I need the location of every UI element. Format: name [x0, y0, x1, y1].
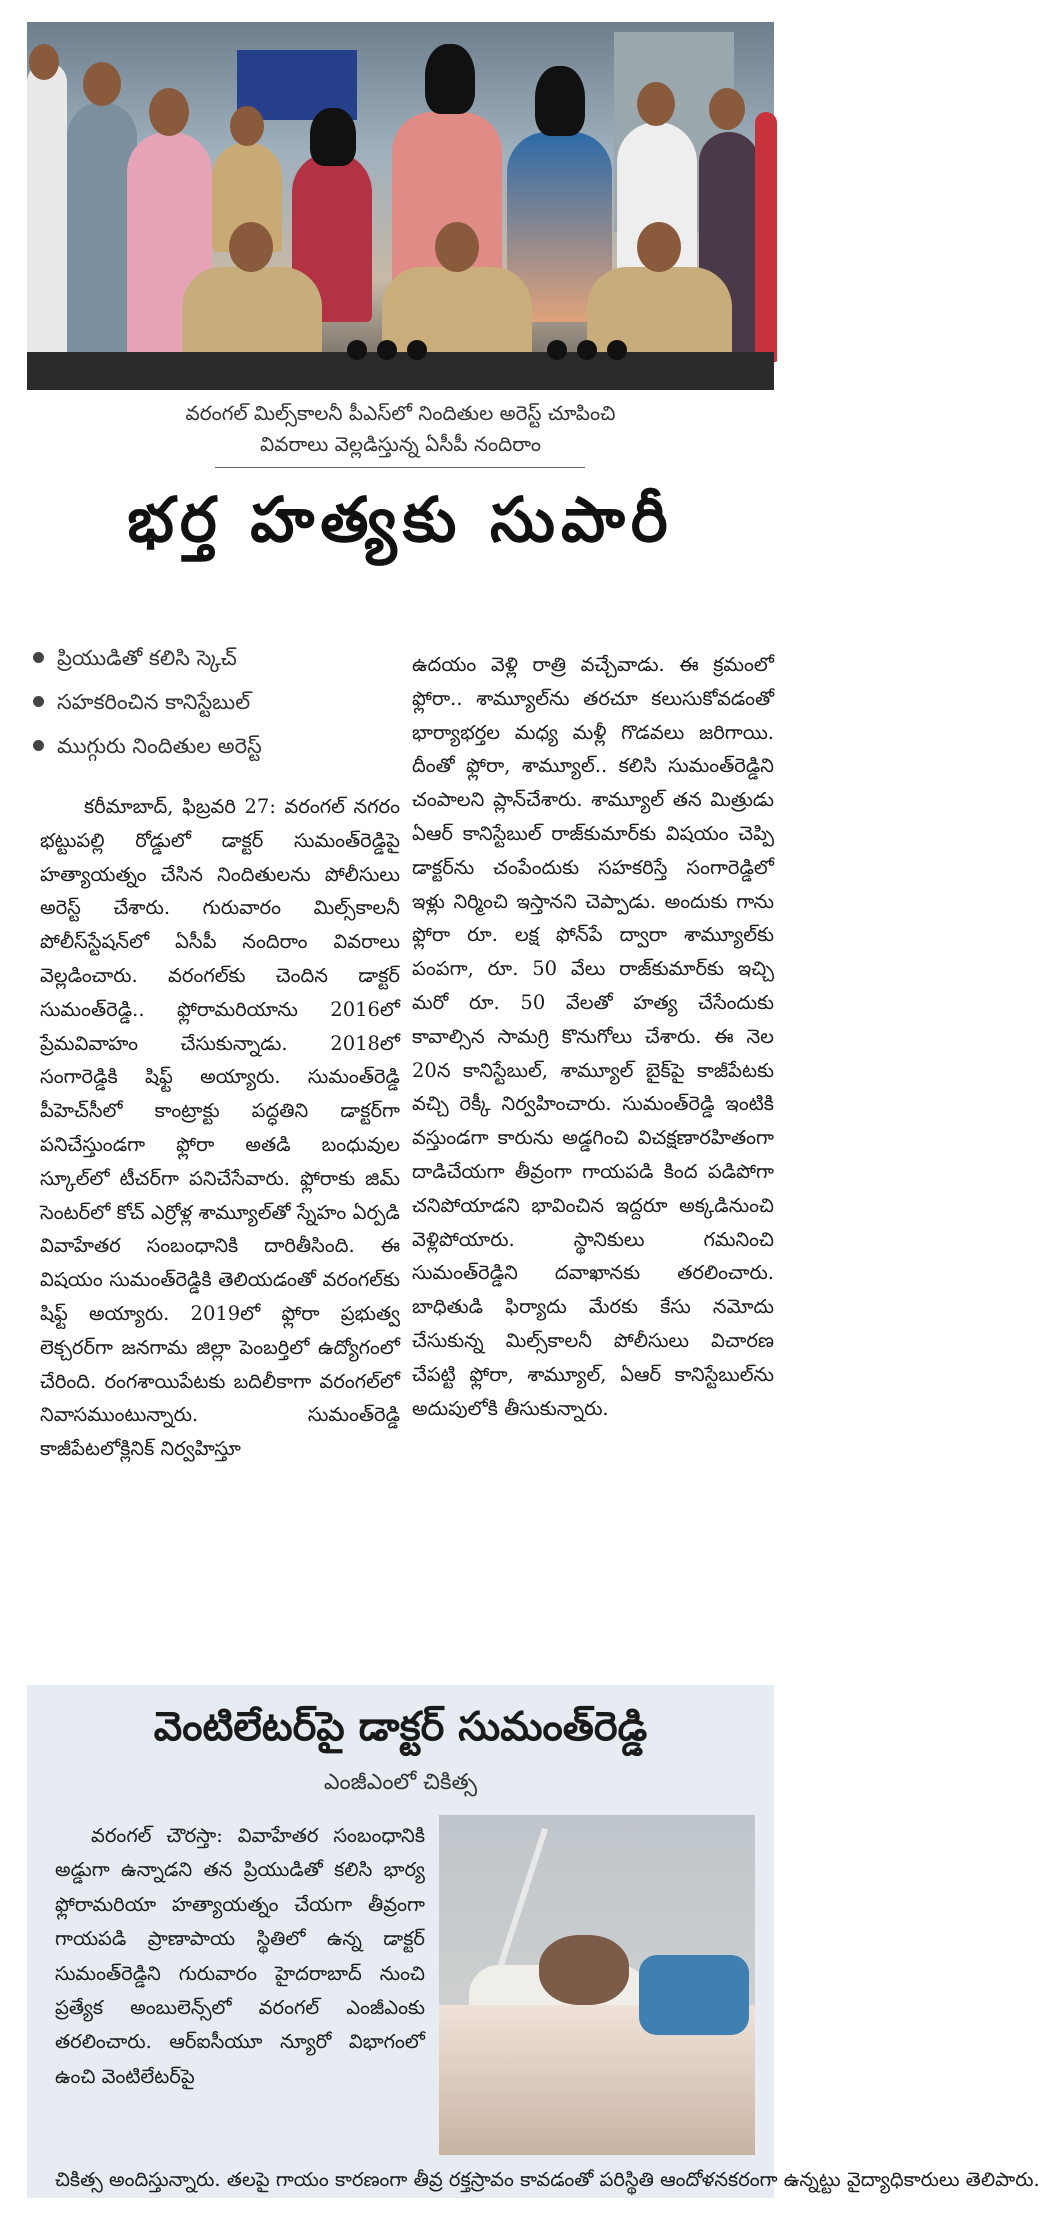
sidebar-story-body-continued: చికిత్స అందిస్తున్నారు. తలపై గాయం కారణంగా తీవ్ర రక్తస్రావం కావడంతో పరిస్థితి ఆందోళనకరంగా ఉన్నట్టు వైద్యాధికారులు తెలిపారు. — [55, 2168, 1040, 2191]
headline: భర్త హత్యకు సుపారీ — [127, 483, 674, 556]
press-table — [27, 352, 774, 390]
photo-caption-line-2: వివరాలు వెల్లడిస్తున్న ఏసీపీ నందిరాం — [260, 432, 541, 456]
highlights-list — [27, 636, 397, 768]
person-head — [29, 44, 59, 80]
person-head — [637, 82, 675, 126]
sidebar-story-body: వరంగల్ చౌరస్తా: వివాహేతర సంబంధానికి అడ్డుగా ఉన్నాడని తన ప్రియుడితో కలిసి భార్య ఫ్లోరామరియా హత్యాయత్నం చేయగా తీవ్రంగా గాయపడి ప్రాణాపాయ స్థితిలో ఉన్న డాక్టర్ సుమంత్‌రెడ్డిని గురువారం హైదరాబాద్ నుంచి ప్రత్యేక అంబులెన్స్‌లో వరంగల్ ఎంజీఎంకు తరలించారు. ఆర్‌ఐసీయూ న్యూరో విభాగంలో ఉంచి వెంటిలేటర్‌పై — [55, 1824, 425, 2088]
sidebar-story — [27, 1685, 1040, 2198]
person-head — [149, 88, 189, 136]
press-conference-photo — [27, 22, 774, 390]
highlight-text: ముగ్గురు నిందితుల అరెస్ట్ — [57, 734, 262, 758]
microphone — [347, 340, 367, 360]
bullet-icon — [33, 652, 44, 663]
article-body-left: కరీమాబాద్, ఫిబ్రవరి 27: వరంగల్ నగరం భట్టుపల్లి రోడ్డులో డాక్టర్ సుమంత్‌రెడ్డిపై హత్యాయత్నం చేసిన నిందితులను పోలీసులు అరెస్ట్‌ చేశారు. గురువారం మిల్స్‌కాలనీ పోలీస్‌స్టేషన్‌లో ఏసీపీ నందిరాం వివరాలు వెల్లడించారు. వరంగల్‌కు చెందిన డాక్టర్ సుమంత్‌రెడ్డి.. ఫ్లోరామరియాను 2016లో ప్రేమవివాహం చేసుకున్నాడు. 2018లో సంగారెడ్డికి షిఫ్ట్ అయ్యారు. సుమంత్‌రెడ్డి పీహెచ్‌సీలో కాంట్రాక్టు పద్ధతిని డాక్టర్‌గా పనిచేస్తుండగా ఫ్లోరా అతడి బంధువుల స్కూల్‌లో టీచర్‌గా పనిచేసేవారు. ఫ్లోరాకు జిమ్ సెంటర్‌లో కోచ్ ఎర్రోళ్ల శామ్యూల్‌తో స్నేహం ఏర్పడి వివాహేతర సంబంధానికి దారితీసింది. ఈ విషయం సుమంత్‌రెడ్డికి తెలియడంతో వరంగల్‌కు షిఫ్ట్ అయ్యారు. 2019లో ఫ్లోరా ప్రభుత్వ లెక్చరర్‌గా జనగామ జిల్లా పెంబర్తిలో ఉద్యోగంలో చేరింది. రంగశాయిపేటకు బదిలీకాగా వరంగల్‌లో నివాసముంటున్నారు. సుమంత్‌రెడ్డి కాజీపేటలోక్లినిక్ నిర్వహిస్తూ — [40, 795, 400, 1461]
officer-head — [637, 222, 681, 272]
sidebar-story-subtitle: ఎంజీఎంలో చికిత్స — [323, 1770, 478, 1795]
ventilator-tube — [496, 1828, 548, 1973]
microphone — [607, 340, 627, 360]
caption-divider — [215, 467, 585, 468]
microphone — [577, 340, 597, 360]
standing-person — [755, 112, 777, 362]
covered-face — [535, 66, 585, 136]
photo-caption — [27, 398, 774, 460]
person-head — [230, 106, 264, 146]
officer-head — [229, 222, 273, 272]
highlight-text: సహకరించిన కానిస్టేబుల్ — [57, 690, 251, 714]
microphone — [377, 340, 397, 360]
standing-person — [27, 62, 67, 362]
covered-face — [310, 108, 356, 166]
sidebar-story-title: వెంటిలేటర్‌పై డాక్టర్ సుమంత్‌రెడ్డి — [153, 1703, 648, 1750]
microphone — [547, 340, 567, 360]
person-head — [83, 62, 121, 106]
highlight-item — [27, 724, 397, 768]
article-body-right: ఉదయం వెళ్లి రాత్రి వచ్చేవాడు. ఈ క్రమంలో ఫ్లోరా.. శామ్యూల్‌ను తరచూ కలుసుకోవడంతో భార్యాభర్తల మధ్య మళ్లీ గొడవలు జరిగాయి. దీంతో ఫ్లోరా, శామ్యూల్.. కలిసి సుమంత్‌రెడ్డిని చంపాలని ప్లాన్‌చేశారు. శామ్యూల్ తన మిత్రుడు ఏఆర్ కానిస్టేబుల్ రాజ్‌కుమార్‌కు విషయం చెప్పి డాక్టర్‌ను చంపేందుకు సహకరిస్తే సంగారెడ్డిలో ఇళ్లు నిర్మించి ఇస్తానని చెప్పాడు. అందుకు గాను ఫ్లోరా రూ. లక్ష ఫోన్‌పే ద్వారా శామ్యూల్‌కు పంపగా, రూ. 50 వేలు రాజ్‌కుమార్‌కు ఇచ్చి మరో రూ. 50 వేలతో హత్య చేసేందుకు కావాల్సిన సామగ్రి కొనుగోలు చేశారు. ఈ నెల 20న కానిస్టేబుల్, శామ్యూల్ బైక్‌పై కాజీపేటకు వచ్చి రెక్కీ నిర్వహించారు. సుమంత్‌రెడ్డి ఇంటికి వస్తుండగా కారును అడ్డగించి విచక్షణారహితంగా దాడిచేయగా తీవ్రంగా గాయపడి కింద పడిపోగా చనిపోయాడని భావించిన ఇద్దరూ అక్కడినుంచి వెళ్లిపోయారు. స్థానికులు గమనించి సుమంత్‌రెడ్డిని దవాఖానకు తరలించారు. బాధితుడి ఫిర్యాదు మేరకు కేసు నమోదు చేసుకున్న మిల్స్‌కాలనీ పోలీసులు విచారణ చేపట్టి ఫ్లోరా, శామ్యూల్, ఏఆర్ కానిస్టేబుల్‌ను అదుపులోకి తీసుకున్నారు. — [412, 653, 774, 1420]
bullet-icon — [33, 740, 44, 751]
covered-face — [425, 44, 475, 114]
bullet-icon — [33, 696, 44, 707]
hospital-photo — [439, 1815, 755, 2155]
microphone — [407, 340, 427, 360]
blue-cloth — [639, 1955, 749, 2035]
highlight-text: ప్రియుడితో కలిసి స్కెచ్ — [57, 646, 237, 670]
highlight-item — [27, 636, 397, 680]
officer-head — [435, 222, 479, 272]
person-head — [709, 88, 745, 130]
highlight-item — [27, 680, 397, 724]
patient-head — [539, 1935, 629, 2005]
photo-caption-line-1: వరంగల్ మిల్స్‌కాలనీ పీఎస్‌లో నిందితుల అరెస్ట్ చూపించి — [185, 401, 616, 425]
